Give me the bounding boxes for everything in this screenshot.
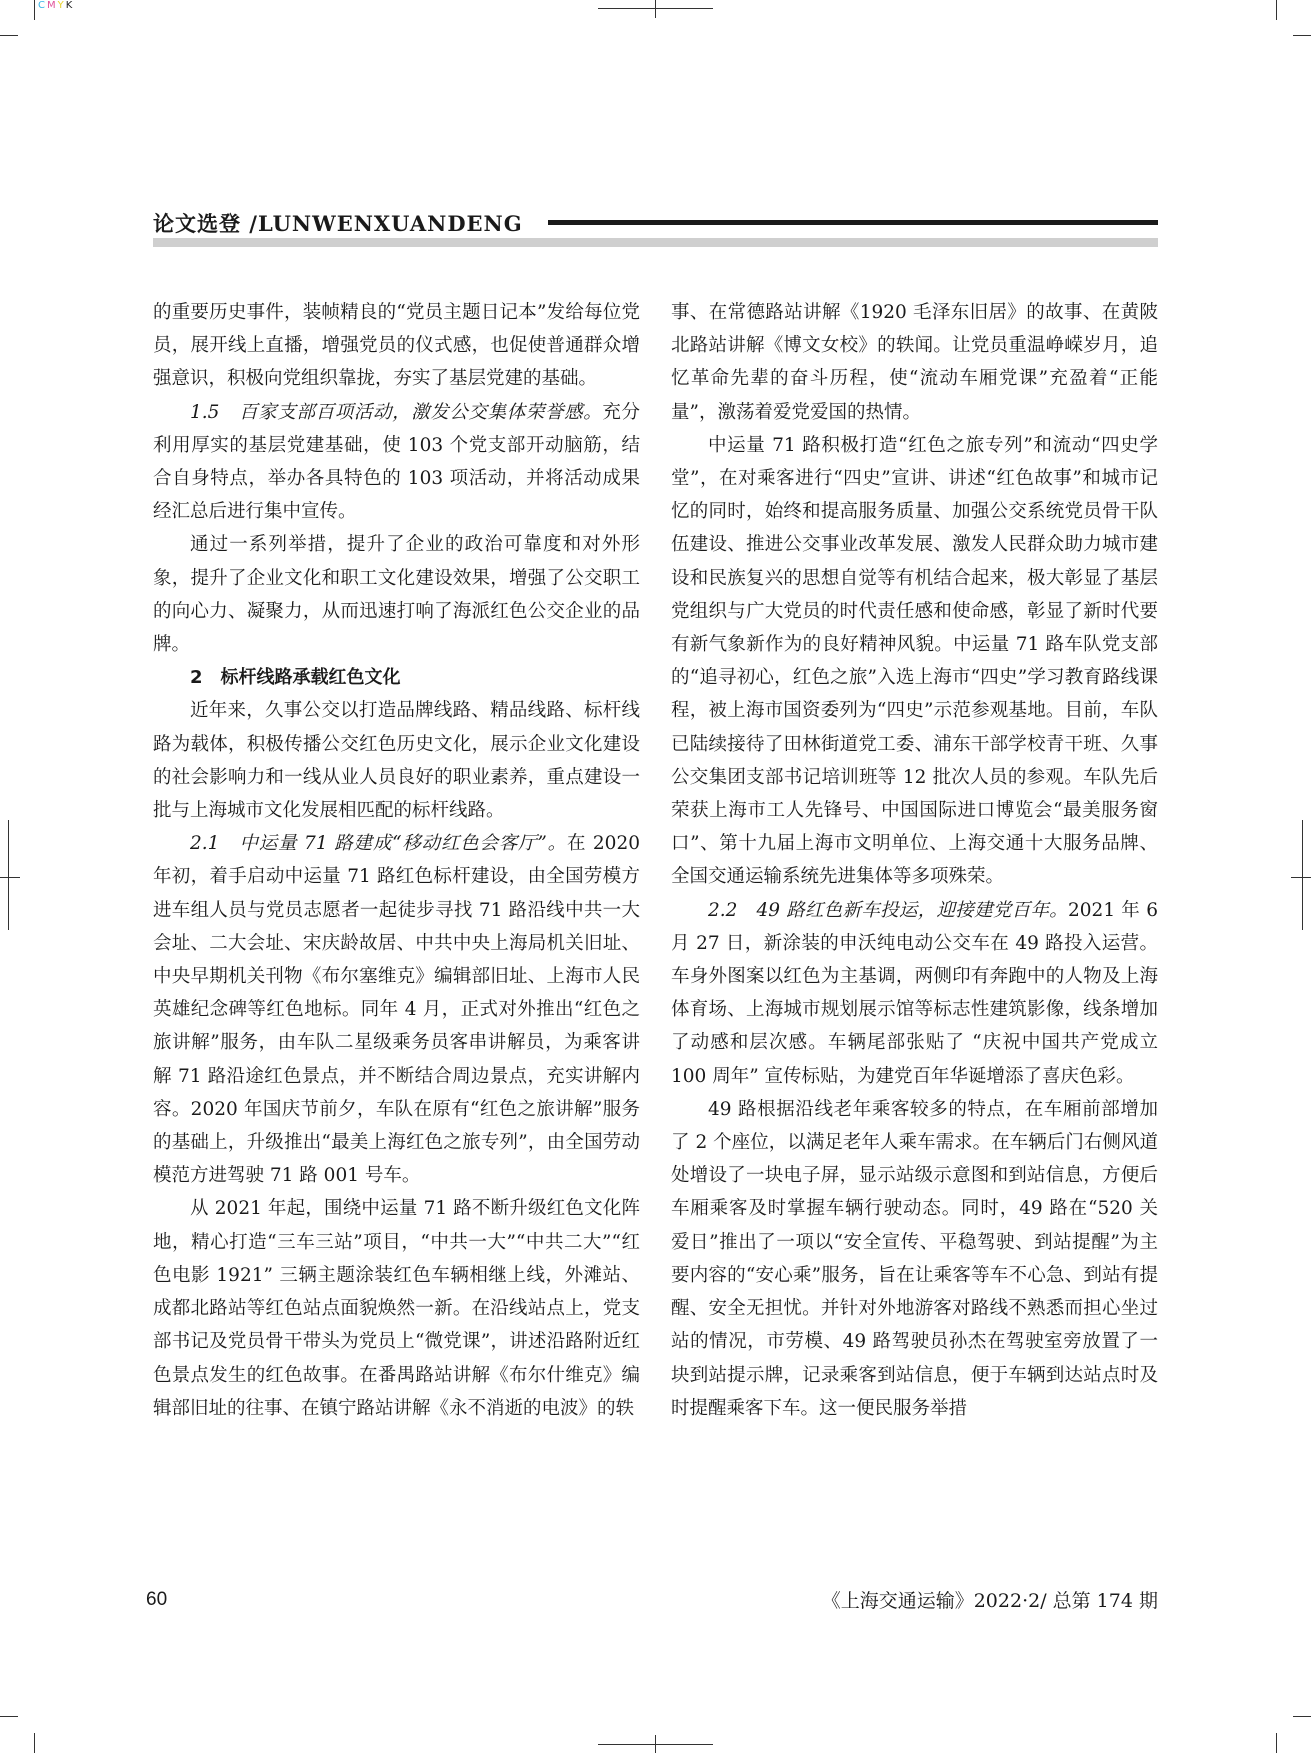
registration-mark: [0, 877, 20, 878]
page-number: 60: [146, 1589, 168, 1610]
heading-2: [153, 661, 640, 694]
journal-citation: 《上海交通运输》2022·2/ 总第 174 期: [821, 1590, 1158, 1612]
right-column: [671, 296, 1158, 1425]
crop-mark: [0, 1716, 18, 1717]
registration-mark: [655, 1735, 656, 1753]
cmyk-k: K: [65, 0, 75, 11]
crop-mark: [1293, 35, 1311, 36]
paragraph: 的重要历史事件，装帧精良的“党员主题日记本”发给每位党员，展开线上直播，增强党员的仪式感，也促使普通群众增强意识，积极向党组织靠拢，夯实了基层党建的基础。: [153, 302, 640, 390]
section-body: 在 2020 年初，着手启动中运量 71 路红色标杆建设，由全国劳模方进车组人员与党员志愿者一起徒步寻找 71 路沿线中共一大会址、二大会址、宋庆龄故居、中共中央上海局机关旧址、中央早期机关刊物《布尔塞维克》编辑部旧址、上海市人民英雄纪念碑等红色地标。同年 4 月，正式对外推出“红色之旅讲解”服务，由车队二星级乘务员客串讲解员，为乘客讲解 71 路沿途红色景点，并不断结合周边景点，充实讲解内容。2020 年国庆节前夕，车队在原有“红色之旅讲解”服务的基础上，升级推出“最美上海红色之旅专列”，由全国劳动模范方进驾驶 71 路 001 号车。: [153, 833, 640, 1187]
registration-mark: [1291, 877, 1311, 878]
paragraph: 近年来，久事公交以打造品牌线路、精品线路、标杆线路为载体，积极传播公交红色历史文化，展示企业文化建设的社会影响力和一线从业人员良好的职业素养，重点建设一批与上海城市文化发展相匹配的标杆线路。: [153, 700, 640, 822]
section-paragraph-1-5: [153, 396, 640, 529]
section-body: 2021 年 6 月 27 日，新涂装的申沃纯电动公交车在 49 路投入运营。车身外图案以红色为主基调，两侧印有奔跑中的人物及上海体育场、上海城市规划展示馆等标志性建筑影像，线条增加了动感和层次感。车辆尾部张贴了 “庆祝中国共产党成立 100 周年” 宣传标贴，为建党百年华诞增添了喜庆色彩。: [671, 899, 1158, 1087]
left-column: [153, 296, 640, 1425]
registration-mark: [8, 820, 9, 930]
paragraph: 49 路根据沿线老年乘客较多的特点，在车厢前部增加了 2 个座位，以满足老年人乘车需求。在车辆后门右侧风道处增设了一块电子屏，显示站级示意图和到站信息，方便后车厢乘客及时掌握车辆行驶动态。同时，49 路在“520 关爱日”推出了一项以“安全宣传、平稳驾驶、到站提醒”为主要内容的“安心乘”服务，旨在让乘客等车不心急、到站有提醒、安全无担忧。并针对外地游客对路线不熟悉而担心坐过站的情况，市劳模、49 路驾驶员孙杰在驾驶室旁放置了一块到站提示牌，记录乘客到站信息，便于车辆到达站点时及时提醒乘客下车。这一便民服务举措: [671, 1098, 1158, 1419]
crop-mark: [1293, 1716, 1311, 1717]
crop-mark: [1276, 0, 1277, 20]
registration-mark: [1302, 820, 1303, 930]
section-paragraph-2-2: [671, 894, 1158, 1093]
section-title: 论文选登 /LUNWENXUANDENG: [153, 211, 523, 236]
header-band: [153, 238, 1158, 247]
paragraph: 通过一系列举措，提升了企业的政治可靠度和对外形象，提升了企业文化和职工文化建设效果，增强了公交职工的向心力、凝聚力，从而迅速打响了海派红色公交企业的品牌。: [153, 534, 640, 656]
heading-2-text: 2 标杆线路承载红色文化: [190, 667, 401, 689]
header-rule: [548, 220, 1158, 225]
registration-mark: [655, 0, 656, 18]
cmyk-c: C: [38, 0, 47, 11]
paragraph: 中运量 71 路积极打造“红色之旅专列”和流动“四史学堂”，在对乘客进行“四史”宣讲、讲述“红色故事”和城市记忆的同时，始终和提高服务质量、加强公交系统党员骨干队伍建设、推进公交事业改革发展、激发人民群众助力城市建设和民族复兴的思想自觉等有机结合起来，极大彰显了基层党组织与广大党员的时代责任感和使命感，彰显了新时代要有新气象新作为的良好精神风貌。中运量 71 路车队党支部的“追寻初心，红色之旅”入选上海市“四史”学习教育路线课程，被上海市国资委列为“四史”示范参观基地。目前，车队已陆续接待了田林街道党工委、浦东干部学校青干班、久事公交集团支部书记培训班等 12 批次人员的参观。车队先后荣获上海市工人先锋号、中国国际进口博览会“最美服务窗口”、第十九届上海市文明单位、上海交通十大服务品牌、全国交通运输系统先进集体等多项殊荣。: [671, 434, 1158, 888]
running-header: [153, 208, 1158, 242]
cmyk-color-bar: [38, 0, 74, 11]
section-heading-2-1: 2.1 中运量 71 路建成“移动红色会客厅”。: [190, 833, 567, 855]
crop-mark: [34, 1733, 35, 1753]
paragraph: 从 2021 年起，围绕中运量 71 路不断升级红色文化阵地，精心打造“三车三站”项目，“中共一大”“中共二大”“红色电影 1921” 三辆主题涂装红色车辆相继上线，外滩站、成都北路站等红色站点面貌焕然一新。在沿线站点上，党支部书记及党员骨干带头为党员上“微党课”，讲述沿路附近红色景点发生的红色故事。在番禺路站讲解《布尔什维克》编辑部旧址的往事、在镇宁路站讲解《永不消逝的电波》的轶: [153, 1198, 640, 1419]
cmyk-m: M: [46, 0, 58, 11]
crop-mark: [1276, 1733, 1277, 1753]
section-body: 充分利用厚实的基层党建基础，使 103 个党支部开动脑筋，结合自身特点，举办各具特色的 103 项活动，并将活动成果经汇总后进行集中宣传。: [153, 401, 640, 523]
crop-mark: [0, 35, 18, 36]
section-heading-1-5: 1.5 百家支部百项活动，激发公交集体荣誉感。: [190, 401, 603, 423]
paragraph: 事、在常德路站讲解《1920 毛泽东旧居》的故事、在黄陂北路站讲解《博文女校》的轶闻。让党员重温峥嵘岁月，追忆革命先辈的奋斗历程，使“流动车厢党课”充盈着“正能量”，激荡着爱党爱国的热情。: [671, 302, 1158, 423]
section-paragraph-2-1: [153, 827, 640, 1192]
cmyk-y: Y: [57, 0, 66, 11]
section-heading-2-2: 2.2 49 路红色新车投运，迎接建党百年。: [708, 899, 1069, 921]
crop-mark: [34, 0, 35, 20]
